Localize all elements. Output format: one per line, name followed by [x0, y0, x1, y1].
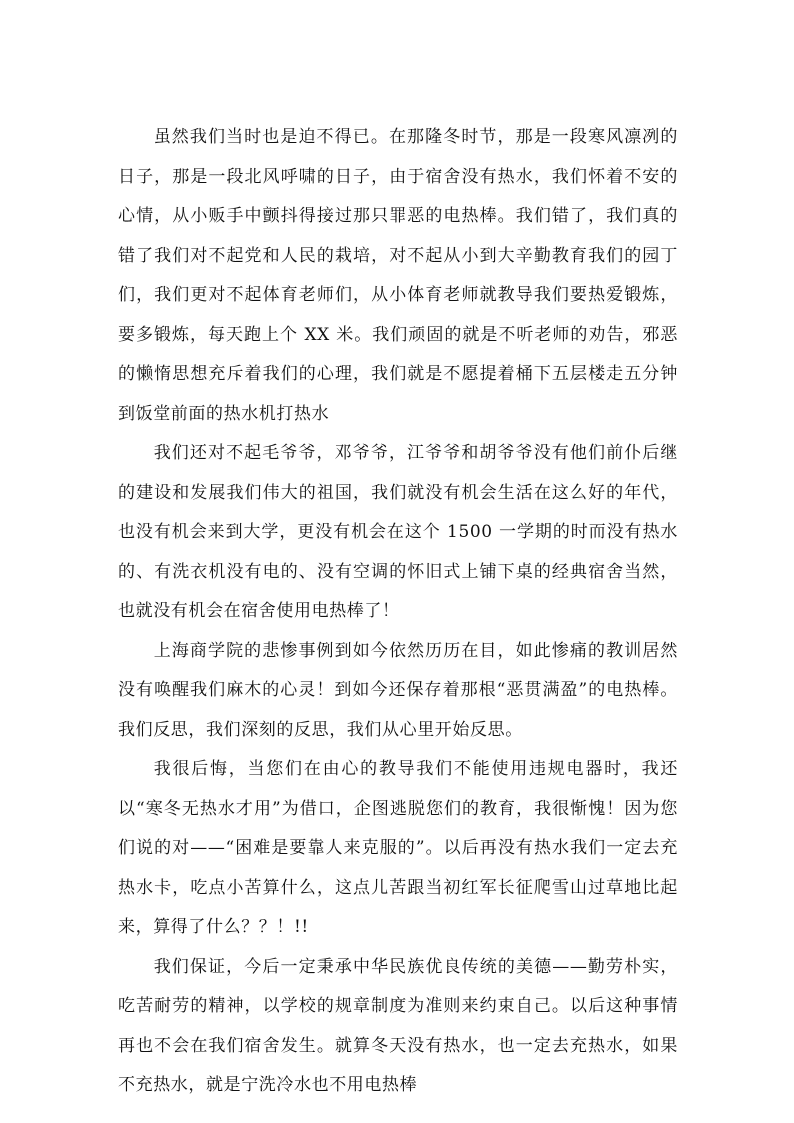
paragraph-2: 我们还对不起毛爷爷，邓爷爷，江爷爷和胡爷爷没有他们前仆后继的建设和发展我们伟大的祖国，我们就没有机会生活在这么好的年代，也没有机会来到大学，更没有机会在这个 1500 一学期的时而没有热水的、有洗衣机没有电的、没有空调的怀旧式上铺下桌的经典宿舍当然，也就没有机会在宿舍使用电热棒了！: [118, 443, 678, 621]
paragraph-3: 上海商学院的悲惨事例到如今依然历历在目，如此惨痛的教训居然没有唤醒我们麻木的心灵！到如今还保存着那根“恶贯满盈”的电热棒。我们反思，我们深刻的反思，我们从心里开始反思。: [118, 640, 678, 740]
document-body: [118, 118, 678, 1106]
paragraph-1: 虽然我们当时也是迫不得已。在那隆冬时节，那是一段寒风凛冽的日子，那是一段北风呼啸的日子，由于宿舍没有热水，我们怀着不安的心情，从小贩手中颤抖得接过那只罪恶的电热棒。我们错了，我们真的错了我们对不起党和人民的栽培，对不起从小到大辛勤教育我们的园丁们，我们更对不起体育老师们，从小体育老师就教导我们要热爱锻炼，要多锻炼，每天跑上个 XX 米。我们顽固的就是不听老师的劝告，邪恶的懒惰思想充斥着我们的心理，我们就是不愿提着桶下五层楼走五分钟到饭堂前面的热水机打热水: [118, 127, 678, 424]
paragraph-4: 我很后悔，当您们在由心的教导我们不能使用违规电器时，我还以“寒冬无热水才用”为借口，企图逃脱您们的教育，我很惭愧！因为您们说的对——“困难是要靠人来克服的”。以后再没有热水我们一定去充热水卡，吃点小苦算什么，这点儿苦跟当初红军长征爬雪山过草地比起来，算得了什么？？！!!: [118, 759, 678, 937]
paragraph-5: 我们保证，今后一定秉承中华民族优良传统的美德——勤劳朴实，吃苦耐劳的精神，以学校的规章制度为准则来约束自己。以后这种事情再也不会在我们宿舍发生。就算冬天没有热水，也一定去充热水，如果不充热水，就是宁洗冷水也不用电热棒: [118, 956, 678, 1095]
